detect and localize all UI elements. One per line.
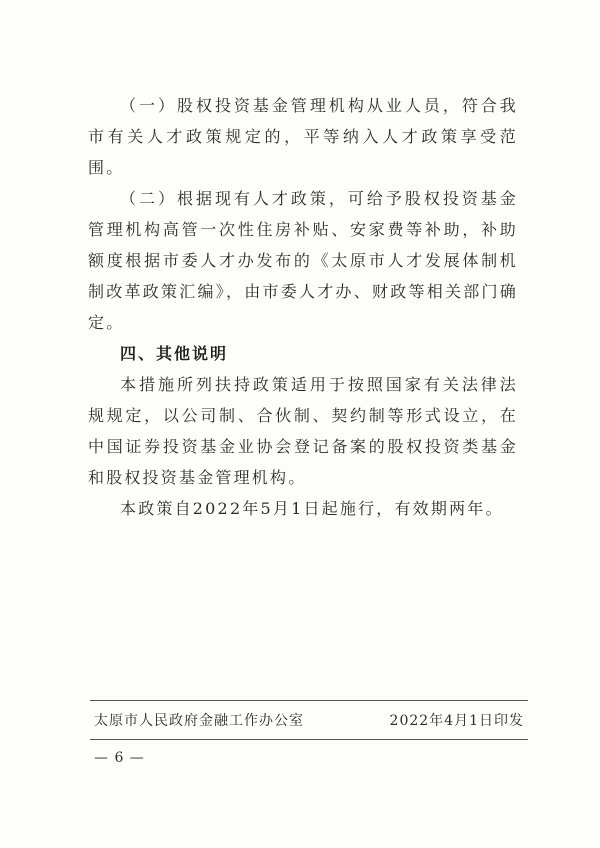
issuer-name: 太原市人民政府金融工作办公室 (94, 713, 304, 729)
page-number: — 6 — (94, 750, 145, 766)
document-body (88, 90, 518, 524)
section-heading: 四、其他说明 (120, 344, 229, 363)
footer-bottom-rule (90, 739, 528, 740)
paragraph-4: 本政策自2022年5月1日起施行，有效期两年。 (120, 499, 504, 518)
print-date: 2022年4月1日印发 (389, 713, 524, 729)
paragraph-3: 本措施所列扶持政策适用于按照国家有关法律法规规定，以公司制、合伙制、契约制等形式设立，在中国证券投资基金业协会登记备案的股权投资类基金和股权投资基金管理机构。 (88, 375, 518, 487)
paragraph-1: （一）股权投资基金管理机构从业人员，符合我市有关人才政策规定的，平等纳入人才政策享受范围。 (88, 96, 518, 177)
paragraph-2: （二）根据现有人才政策，可给予股权投资基金管理机构高管一次性住房补贴、安家费等补助，补助额度根据市委人才办发布的《太原市人才发展体制机制改革政策汇编》，由市委人才办、财政等相关部门确定。 (88, 189, 518, 332)
footer-top-rule (90, 700, 528, 701)
issuance-footer (94, 708, 524, 732)
